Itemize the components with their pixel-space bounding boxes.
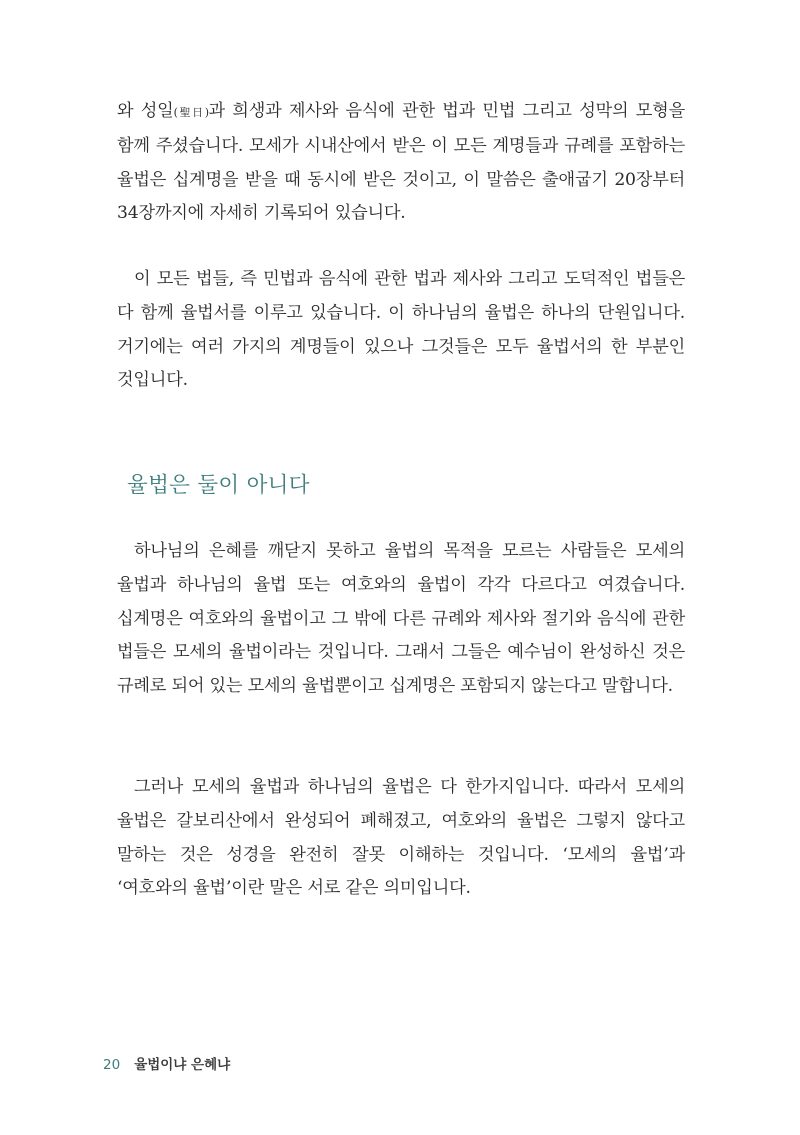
paragraph-1-text-start: 와 성일 (117, 101, 174, 121)
hanja-annotation: (聖日) (173, 106, 209, 119)
paragraph-1-text-end: 과 희생과 제사와 음식에 관한 법과 민법 그리고 성막의 모형을 함께 주셨습니다. 모세가 시내산에서 받은 이 모든 계명들과 규례를 포함하는 율법은 십계명을 받을 때 동시에 받은 것이고, 이 말씀은 출애굽기 20장부터 34장까지에 자세히 기록되어 있습니다. (117, 101, 685, 224)
body-paragraph-4: 그러나 모세의 율법과 하나님의 율법은 다 한가지입니다. 따라서 모세의 율법은 갈보리산에서 완성되어 폐해졌고, 여호와의 율법은 그렇지 않다고 말하는 것은 성경을 완전히 잘못 이해하는 것입니다. ‘모세의 율법’과 ‘여호와의 율법’이란 말은 서로 같은 의미입니다. (117, 777, 685, 899)
page-number: 20 (103, 1057, 121, 1073)
body-paragraph-2: 이 모든 법들, 즉 민법과 음식에 관한 법과 제사와 그리고 도덕적인 법들은 다 함께 율법서를 이루고 있습니다. 이 하나님의 율법은 하나의 단원입니다. 거기에는 여러 가지의 계명들이 있으나 그것들은 모두 율법서의 한 부분인 것입니다. (117, 269, 685, 391)
running-title: 율법이냐 은혜냐 (134, 1057, 231, 1073)
page-footer (103, 1053, 230, 1071)
body-paragraph-1 (117, 95, 685, 231)
body-paragraph-3: 하나님의 은혜를 깨닫지 못하고 율법의 목적을 모르는 사람들은 모세의 율법과 하나님의 율법 또는 여호와의 율법이 각각 다르다고 여겼습니다. 십계명은 여호와의 율법이고 그 밖에 다른 규례와 제사와 절기와 음식에 관한 법들은 모세의 율법이라는 것입니다. 그래서 그들은 예수님이 완성하신 것은 규례로 되어 있는 모세의 율법뿐이고 십계명은 포함되지 않는다고 말합니다. (117, 541, 685, 697)
section-heading: 율법은 둘이 아니다 (127, 473, 310, 498)
